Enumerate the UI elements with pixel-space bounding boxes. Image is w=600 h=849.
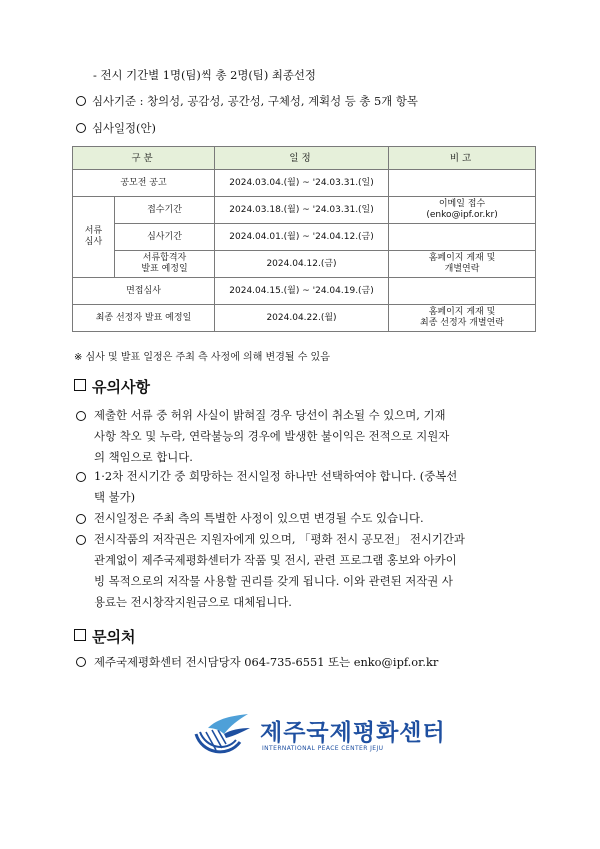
row-date: 2024.04.22.(월) [215, 305, 389, 332]
row-label [115, 251, 215, 278]
notice-item-1 [76, 405, 449, 468]
notice-text: 택 불가) [94, 490, 136, 504]
note-line2: 최종 선정자 개별연락 [420, 318, 504, 328]
row-note [389, 197, 536, 224]
table-row [73, 170, 536, 197]
row-date: 2024.04.01.(월) ~ '24.04.12.(금) [215, 224, 389, 251]
table-row [73, 251, 536, 278]
row-label: 공모전 공고 [73, 170, 215, 197]
notice-item-4 [76, 529, 465, 613]
row-date: 2024.04.15.(월) ~ '24.04.19.(금) [215, 278, 389, 305]
selection-line: - 전시 기간별 1명(팀)씩 총 2명(팀) 최종선정 [93, 68, 316, 82]
label-line2: 발표 예정일 [141, 264, 188, 274]
label-line1: 서류합격자 [142, 253, 187, 263]
bullet-circle-icon [76, 411, 86, 421]
row-note [389, 170, 536, 197]
header-schedule: 일정 [215, 147, 389, 170]
notice-heading [74, 376, 150, 397]
header-note: 비고 [389, 147, 536, 170]
notice-text: 전시일정은 주최 측의 특별한 사정이 있으면 변경될 수도 있습니다. [94, 511, 424, 525]
contact-heading [74, 626, 135, 647]
notice-item-3 [76, 508, 424, 529]
bullet-circle-icon [76, 96, 86, 106]
ipcj-logo [188, 712, 446, 762]
notice-text: 의 책임으로 합니다. [94, 450, 193, 464]
row-label: 심사기간 [115, 224, 215, 251]
notice-text: 용료는 전시창작지원금으로 대체됩니다. [94, 595, 292, 609]
criteria-text: 심사기준 : 창의성, 공감성, 공간성, 구체성, 계획성 등 총 5개 항목 [92, 94, 418, 108]
schedule-footnote: ※ 심사 및 발표 일정은 주최 측 사정에 의해 변경될 수 있음 [74, 352, 330, 363]
table-row [73, 305, 536, 332]
bullet-circle-icon [76, 535, 86, 545]
schedule-title: 심사일정(안) [92, 121, 156, 135]
table-row [73, 197, 536, 224]
notice-text: 관계없이 제주국제평화센터가 작품 및 전시, 관련 프로그램 홍보와 아카이 [94, 553, 457, 567]
square-bullet-icon [74, 379, 86, 391]
note-line2: 개별연락 [444, 264, 480, 274]
group-label [73, 197, 115, 278]
bullet-circle-icon [76, 123, 86, 133]
table-header-row [73, 147, 536, 170]
logo-subtitle: INTERNATIONAL PEACE CENTER JEJU [262, 745, 384, 752]
bullet-circle-icon [76, 657, 86, 667]
criteria-line [76, 94, 418, 108]
logo-name: 제주국제평화센터 [260, 720, 446, 746]
table-row [73, 278, 536, 305]
contact-title: 문의처 [92, 628, 136, 646]
header-category: 구분 [73, 147, 215, 170]
table-row [73, 224, 536, 251]
row-date: 2024.04.12.(금) [215, 251, 389, 278]
schedule-heading [76, 121, 156, 135]
square-bullet-icon [74, 629, 86, 641]
note-line1: 홈페이지 게재 및 [428, 253, 496, 263]
note-line1: 홈페이지 게재 및 [428, 307, 496, 317]
note-line1: 이메일 접수 [438, 199, 486, 209]
notice-text: 전시작품의 저작권은 지원자에게 있으며, 「평화 전시 공모전」 전시기간과 [94, 532, 465, 546]
group-label-line2: 심사 [84, 237, 103, 247]
row-note [389, 251, 536, 278]
notice-text: 사항 착오 및 누락, 연락불능의 경우에 발생한 불이익은 전적으로 지원자 [94, 429, 450, 443]
row-label: 접수기간 [115, 197, 215, 224]
notice-text: 제출한 서류 중 허위 사실이 밝혀질 경우 당선이 취소될 수 있으며, 기재 [94, 408, 446, 422]
bullet-circle-icon [76, 472, 86, 482]
row-date: 2024.03.04.(월) ~ '24.03.31.(일) [215, 170, 389, 197]
contact-line [76, 655, 438, 669]
row-note [389, 224, 536, 251]
note-line2: (enko@ipf.or.kr) [426, 210, 498, 220]
schedule-table [72, 146, 536, 332]
contact-text: 제주국제평화센터 전시담당자 064-735-6551 또는 enko@ipf.or.kr [94, 655, 439, 669]
row-label: 면접심사 [73, 278, 215, 305]
row-note [389, 278, 536, 305]
notice-title: 유의사항 [92, 378, 150, 396]
notice-item-2 [76, 466, 457, 508]
globe-dove-icon [188, 712, 254, 760]
bullet-circle-icon [76, 514, 86, 524]
row-date: 2024.03.18.(월) ~ '24.03.31.(일) [215, 197, 389, 224]
row-note [389, 305, 536, 332]
notice-text: 빙 목적으로의 저작물 사용할 권리를 갖게 됩니다. 이와 관련된 저작권 사 [94, 574, 453, 588]
notice-text: 1·2차 전시기간 중 희망하는 전시일정 하나만 선택하여야 합니다. (중복선 [94, 469, 458, 483]
row-label: 최종 선정자 발표 예정일 [73, 305, 215, 332]
group-label-line1: 서류 [84, 226, 103, 236]
